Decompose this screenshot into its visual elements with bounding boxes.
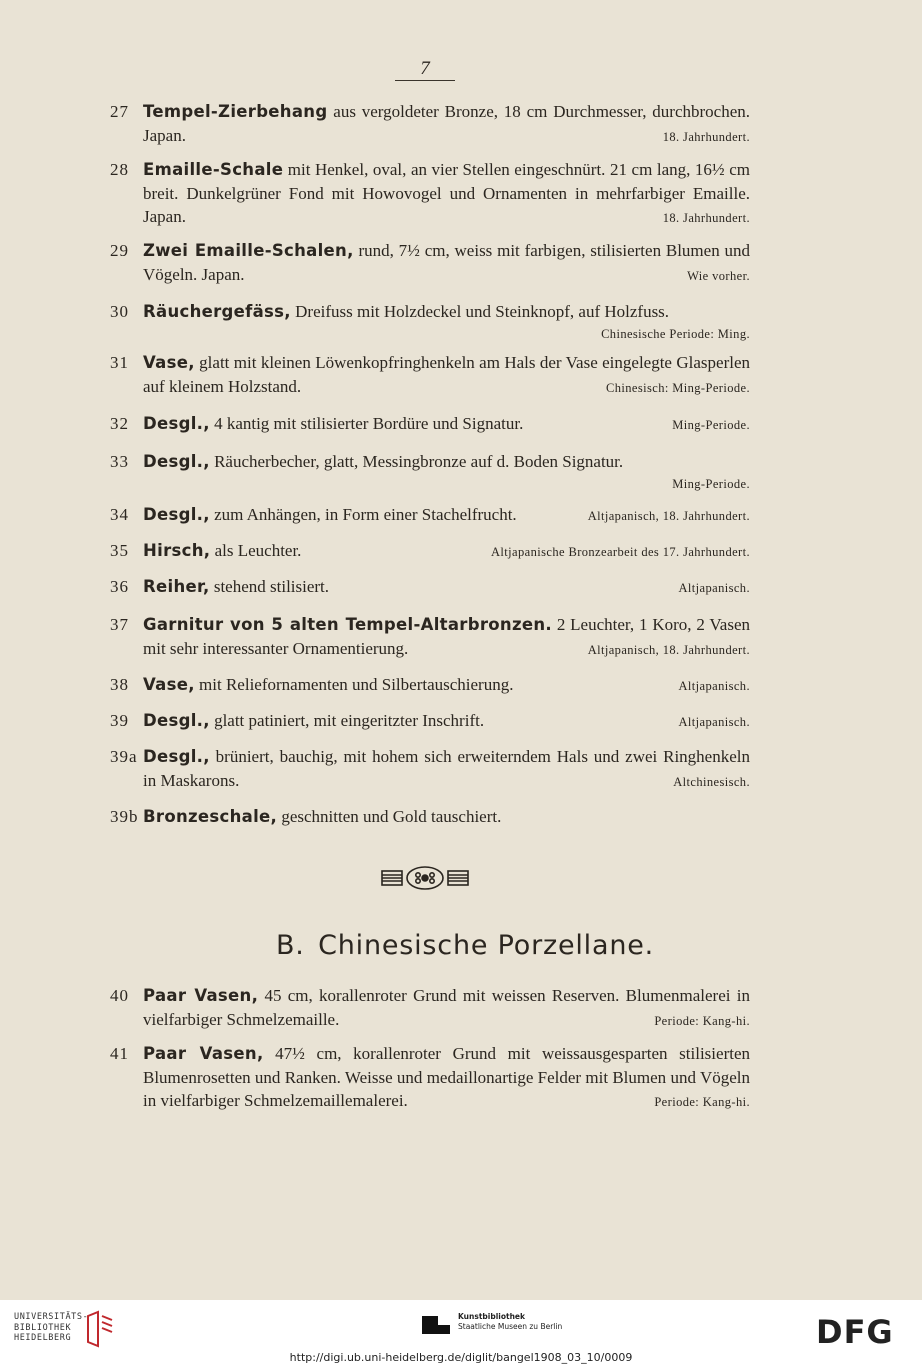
entry-description: mit Henkel, oval, an vier Stellen eingeschnürt. 21 cm lang, 16½ cm breit. Dunkelgrüner Fond mit Howovogel und Ornamenten in mehrfarbiger Emaille. Japan.	[143, 160, 750, 226]
entry-number: 39	[110, 711, 129, 730]
catalog-entry-30	[110, 300, 750, 344]
entry-title: Paar Vasen,	[143, 1044, 264, 1063]
catalog-entry-40	[110, 984, 750, 1033]
catalog-entry-29	[110, 239, 750, 288]
entry-description: aus vergoldeter Bronze, 18 cm Durchmesser, durchbrochen. Japan.	[143, 102, 750, 145]
catalog-entry-38	[110, 673, 750, 699]
entry-period: Altjapanische Bronzearbeit des 17. Jahrhundert.	[491, 545, 750, 559]
entry-title: Desgl.,	[143, 711, 210, 730]
entry-number: 39b	[110, 807, 139, 826]
entry-number: 38	[110, 675, 129, 694]
catalog-entry-35	[110, 539, 750, 565]
ub-heidelberg-logo-icon	[84, 1310, 114, 1348]
entry-period: Altjapanisch, 18. Jahrhundert.	[587, 642, 750, 657]
entry-description: rund, 7½ cm, weiss mit farbigen, stilisierten Blumen und Vögeln. Japan.	[143, 241, 750, 284]
entry-number: 40	[110, 986, 129, 1005]
source-url[interactable]: http://digi.ub.uni-heidelberg.de/diglit/bangel1908_03_10/0009	[289, 1351, 633, 1364]
entry-description: geschnitten und Gold tauschiert.	[277, 807, 502, 826]
section-letter: B.	[275, 930, 305, 961]
entry-title: Desgl.,	[143, 452, 210, 471]
entry-period: Altjapanisch.	[678, 581, 750, 595]
catalog-entry-37	[110, 613, 750, 662]
entry-title: Desgl.,	[143, 747, 210, 766]
entry-number: 28	[110, 160, 129, 179]
entry-number: 30	[110, 302, 129, 321]
entry-period: Altjapanisch.	[678, 679, 750, 693]
catalog-entry-27	[110, 100, 750, 149]
entry-period: Altjapanisch.	[678, 715, 750, 729]
entry-description: 2 Leuchter, 1 Koro, 2 Vasen mit sehr interessanter Ornamentierung.	[143, 615, 750, 658]
entry-title: Zwei Emaille-Schalen,	[143, 241, 354, 260]
catalog-entry-34	[110, 503, 750, 529]
section-divider-ornament-icon	[380, 865, 470, 891]
entry-period: Chinesisch: Ming-Periode.	[605, 380, 750, 395]
entry-number: 37	[110, 615, 129, 634]
catalog-entry-41	[110, 1042, 750, 1115]
entry-title: Bronzeschale,	[143, 807, 278, 826]
entry-number: 32	[110, 414, 129, 433]
entry-description: 45 cm, korallenroter Grund mit weissen Reserven. Blumenmalerei in vielfarbiger Schmelzemaille.	[143, 986, 750, 1029]
entry-title: Emaille-Schale	[143, 160, 284, 179]
catalog-entry-32	[110, 412, 750, 438]
entry-period: 18. Jahrhundert.	[662, 211, 750, 225]
entry-description: 47½ cm, korallenroter Grund mit weissausgesparten stilisierten Blumenrosetten und Ranken. Weisse und medaillonartige Felder mit Blumen und Vögeln in vielfarbiger Schmelzemaillemalerei.	[143, 1044, 750, 1110]
kb-line: Kunstbibliothek	[458, 1312, 526, 1321]
kunstbibliothek-logo-icon	[420, 1314, 452, 1336]
entry-title: Vase,	[143, 353, 195, 372]
page-number: 7	[395, 58, 455, 81]
catalog-entry-31	[110, 351, 750, 400]
entry-title: Vase,	[143, 675, 195, 694]
catalog-entry-33	[110, 450, 750, 494]
entry-period: Ming-Periode.	[672, 418, 750, 432]
entry-period: 18. Jahrhundert.	[662, 129, 750, 144]
entry-number: 27	[110, 102, 129, 121]
catalog-entry-36	[110, 575, 750, 601]
entry-title: Paar Vasen,	[143, 986, 259, 1005]
entry-title: Reiher,	[143, 577, 210, 596]
ub-line: BIBLIOTHEK	[14, 1322, 72, 1333]
entry-description: Dreifuss mit Holzdeckel und Steinknopf, auf Holzfuss.	[290, 302, 670, 321]
entry-period: Wie vorher.	[687, 268, 750, 283]
entry-title: Tempel-Zierbehang	[143, 102, 328, 121]
entry-number: 41	[110, 1044, 129, 1063]
entry-description: brüniert, bauchig, mit hohem sich erweiterndem Hals und zwei Ringhenkeln in Maskarons.	[143, 747, 750, 790]
entry-number: 34	[110, 505, 129, 524]
catalog-entry-28	[110, 158, 750, 231]
catalog-entry-39a	[110, 745, 750, 794]
entry-period: Chinesische Periode: Ming.	[601, 326, 750, 341]
entry-description: stehend stilisiert.	[209, 577, 330, 596]
entry-number: 35	[110, 541, 129, 560]
entry-period: Ming-Periode.	[672, 476, 750, 491]
entry-description: glatt mit kleinen Löwenkopfringhenkeln am Hals der Vase eingelegte Glasperlen auf kleinem Holzstand.	[143, 353, 750, 396]
entry-title: Hirsch,	[143, 541, 211, 560]
entry-description: mit Reliefornamenten und Silbertauschierung.	[194, 675, 514, 694]
section-heading	[110, 930, 820, 961]
kunstbibliothek-label	[458, 1312, 562, 1332]
kb-line: Staatliche Museen zu Berlin	[458, 1322, 563, 1331]
entry-title: Garnitur von 5 alten Tempel-Altarbronzen.	[143, 615, 552, 634]
entry-period: Periode: Kang-hi.	[654, 1095, 750, 1109]
entry-period: Periode: Kang-hi.	[654, 1013, 750, 1028]
catalog-entry-39b	[110, 805, 750, 829]
ub-heidelberg-label	[14, 1312, 88, 1344]
catalog-entry-39	[110, 709, 750, 735]
entry-title: Desgl.,	[143, 505, 210, 524]
dfg-logo: DFG	[816, 1313, 894, 1351]
entry-description: als Leuchter.	[210, 541, 302, 560]
entry-description: zum Anhängen, in Form einer Stachelfrucht.	[209, 505, 517, 524]
entry-period: Altchinesisch.	[673, 774, 750, 789]
digitization-footer	[0, 1300, 922, 1367]
entry-description: 4 kantig mit stilisierter Bordüre und Signatur.	[209, 414, 524, 433]
entry-number: 39a	[110, 747, 138, 766]
entry-number: 31	[110, 353, 129, 372]
ub-line: UNIVERSITÄTS-	[14, 1312, 89, 1322]
ub-line: HEIDELBERG	[14, 1333, 72, 1343]
section-title: Chinesische Porzellane.	[318, 930, 655, 961]
entry-number: 29	[110, 241, 129, 260]
entry-number: 36	[110, 577, 129, 596]
entry-description: glatt patiniert, mit eingeritzter Inschrift.	[209, 711, 485, 730]
entry-title: Desgl.,	[143, 414, 210, 433]
entry-title: Räuchergefäss,	[143, 302, 291, 321]
entry-period: Altjapanisch, 18. Jahrhundert.	[587, 509, 750, 523]
entry-description: Räucherbecher, glatt, Messingbronze auf d. Boden Signatur.	[209, 452, 624, 471]
entry-number: 33	[110, 452, 129, 471]
